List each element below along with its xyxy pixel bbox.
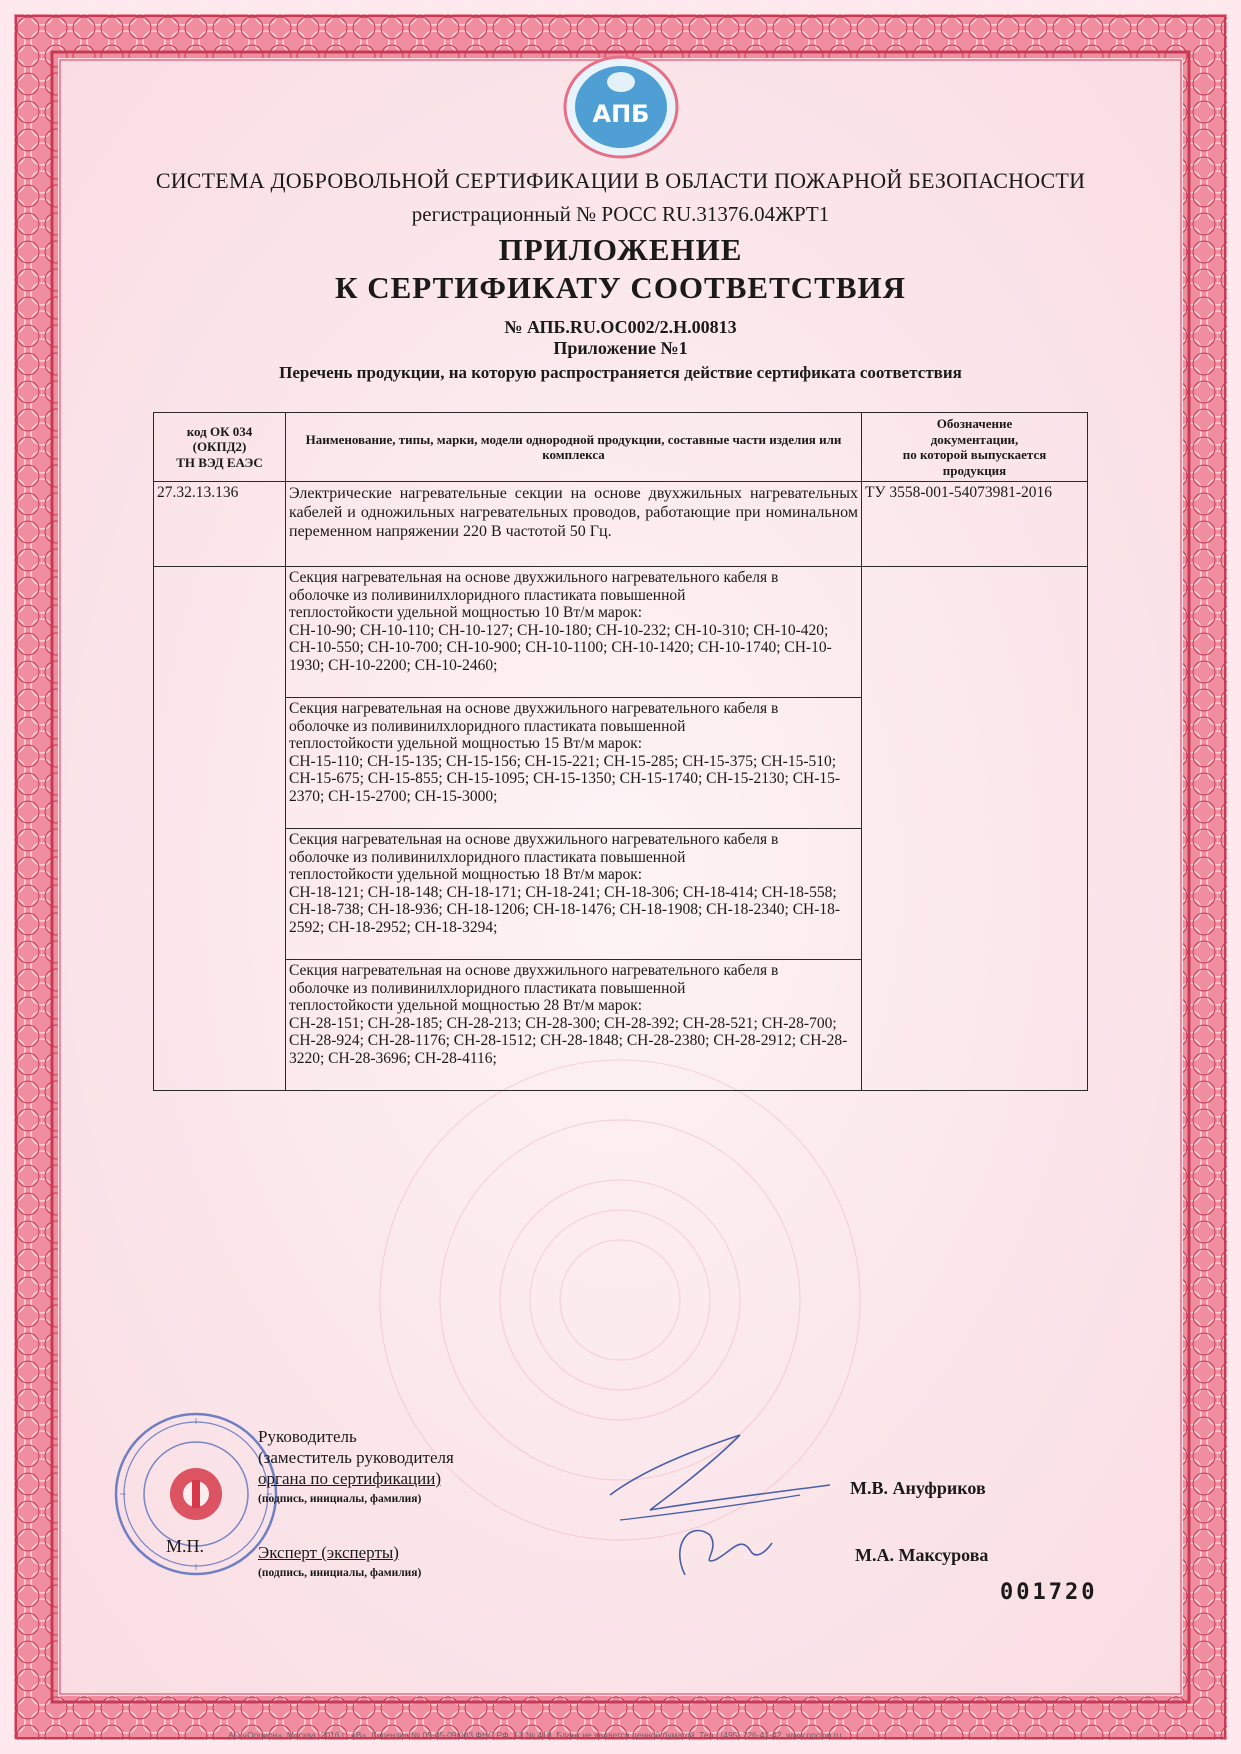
section-cell	[286, 698, 862, 829]
appendix-number: Приложение №1	[553, 338, 688, 358]
section-models: СН-18-121; СН-18-148; СН-18-171; СН-18-241; СН-18-306; СН-18-414; СН-18-558; СН-18-738; СН-18-936; СН-18-1206; СН-18-1476; СН-18-1908; СН-18-2340; СН-18-2592; СН-18-2952; СН-18-3294;	[289, 883, 841, 936]
section-desc-line: теплостойкости удельной мощностью 10 Вт/м марок:	[289, 604, 643, 621]
head-name: М.В. Ануфриков	[850, 1478, 986, 1498]
header-doc-line: продукция	[942, 462, 1007, 478]
expert-name: М.А. Максурова	[855, 1545, 989, 1565]
section-desc-line: Секция нагревательная на основе двухжильного нагревательного кабеля в	[289, 700, 779, 717]
expert-signature-caption: (подпись, инициалы, фамилия)	[258, 1567, 422, 1579]
head-signature-label	[258, 1426, 454, 1510]
section-desc-line: теплостойкости удельной мощностью 28 Вт/м марок:	[289, 997, 643, 1014]
expert-label-line: Эксперт (эксперты)	[258, 1543, 399, 1562]
head-label-line: Руководитель	[258, 1427, 357, 1446]
section-desc-line: оболочке из поливинилхлоридного пластиката повышенной	[289, 586, 686, 604]
stamp-place-label: М.П.	[166, 1536, 205, 1556]
table-row	[154, 482, 1088, 567]
section-models: СН-28-151; СН-28-185; СН-28-213; СН-28-300; СН-28-392; СН-28-521; СН-28-700; СН-28-924; СН-28-1176; СН-28-1512; СН-28-1848; СН-28-2380; СН-28-2912; СН-28-3220; СН-28-3696; СН-28-4116;	[289, 1014, 848, 1067]
header-code-line: код ОК 034	[186, 423, 253, 439]
header-code-line: (ОКПД2)	[192, 439, 247, 455]
document-title-line-1: ПРИЛОЖЕНИЕ	[498, 232, 743, 267]
header-code-cell	[154, 413, 286, 482]
section-models: СН-15-110; СН-15-135; СН-15-156; СН-15-221; СН-15-285; СН-15-375; СН-15-510; СН-15-675; СН-15-855; СН-15-1095; СН-15-1350; СН-15-1740; СН-15-2130; СН-15-2370; СН-15-2700; СН-15-3000;	[289, 752, 841, 805]
header-doc-cell	[862, 413, 1088, 482]
product-list-heading: Перечень продукции, на которую распространяется действие сертификата соответствия	[279, 363, 962, 382]
serial-number: 001720	[1000, 1580, 1098, 1605]
section-desc-line: Секция нагревательная на основе двухжильного нагревательного кабеля в	[289, 962, 779, 979]
header-name-cell: Наименование, типы, марки, модели однородной продукции, составные части изделия или комплекса	[286, 413, 862, 482]
expert-signature-label	[258, 1542, 421, 1584]
header-doc-line: документации,	[930, 431, 1019, 447]
head-signature-caption: (подпись, инициалы, фамилия)	[258, 1493, 422, 1505]
section-desc-line: Секция нагревательная на основе двухжильного нагревательного кабеля в	[289, 831, 779, 848]
section-desc-line: оболочке из поливинилхлоридного пластиката повышенной	[289, 717, 686, 735]
section-desc-line: теплостойкости удельной мощностью 18 Вт/м марок:	[289, 866, 643, 883]
product-table	[153, 412, 1088, 1091]
section-cell	[286, 960, 862, 1091]
section-desc-line: Секция нагревательная на основе двухжильного нагревательного кабеля в	[289, 569, 779, 586]
apb-logo	[560, 52, 682, 162]
document-title-line-2: К СЕРТИФИКАТУ СООТВЕТСТВИЯ	[334, 270, 906, 305]
section-desc-line: оболочке из поливинилхлоридного пластиката повышенной	[289, 848, 686, 866]
section-cell	[286, 829, 862, 960]
empty-code-cell	[154, 567, 286, 1091]
section-desc-line: оболочке из поливинилхлоридного пластиката повышенной	[289, 979, 686, 997]
header-code-line: ТН ВЭД ЕАЭС	[176, 454, 263, 470]
certificate-number: № АПБ.RU.ОС002/2.Н.00813	[504, 317, 737, 337]
registration-number: регистрационный № РОСС RU.31376.04ЖРТ1	[411, 202, 830, 226]
logo-text: АПБ	[592, 100, 650, 128]
section-desc-line: теплостойкости удельной мощностью 15 Вт/м марок:	[289, 735, 643, 752]
handwritten-signatures	[590, 1425, 850, 1575]
empty-doc-cell	[862, 567, 1088, 1091]
head-label-line: (заместитель руководителя	[258, 1448, 454, 1467]
section-cell	[286, 567, 862, 698]
section-models: СН-10-90; СН-10-110; СН-10-127; СН-10-180; СН-10-232; СН-10-310; СН-10-420; СН-10-550; СН-10-700; СН-10-900; СН-10-1100; СН-10-1420; СН-10-1740; СН-10-1930; СН-10-2200; СН-10-2460;	[289, 621, 832, 674]
header-doc-line: Обозначение	[936, 416, 1013, 431]
table-row	[154, 567, 1088, 698]
product-doc-cell: ТУ 3558-001-54073981-2016	[862, 482, 1088, 567]
head-label-line: органа по сертификации)	[258, 1469, 441, 1488]
product-name-cell: Электрические нагревательные секции на основе двухжильных нагревательных кабелей и одножильных нагревательных проводов, работающие при номинальном переменном напряжении 220 В частотой 50 Гц.	[286, 482, 862, 567]
header-doc-line: по которой выпускается	[902, 447, 1047, 462]
product-code-cell: 27.32.13.136	[154, 482, 286, 567]
printer-imprint: АО «Опцион», Москва, 2016 г., «В». Лицензия № 05-05-09/003 ФНС РФ, ТЗ № 418. Бланк не является ценной бумагой. Тел.: (495) 726-47-42, www.opcion.ru	[228, 1730, 842, 1740]
certification-system-title: СИСТЕМА ДОБРОВОЛЬНОЙ СЕРТИФИКАЦИИ В ОБЛАСТИ ПОЖАРНОЙ БЕЗОПАСНОСТИ	[155, 168, 1086, 193]
table-header-row	[154, 413, 1088, 482]
